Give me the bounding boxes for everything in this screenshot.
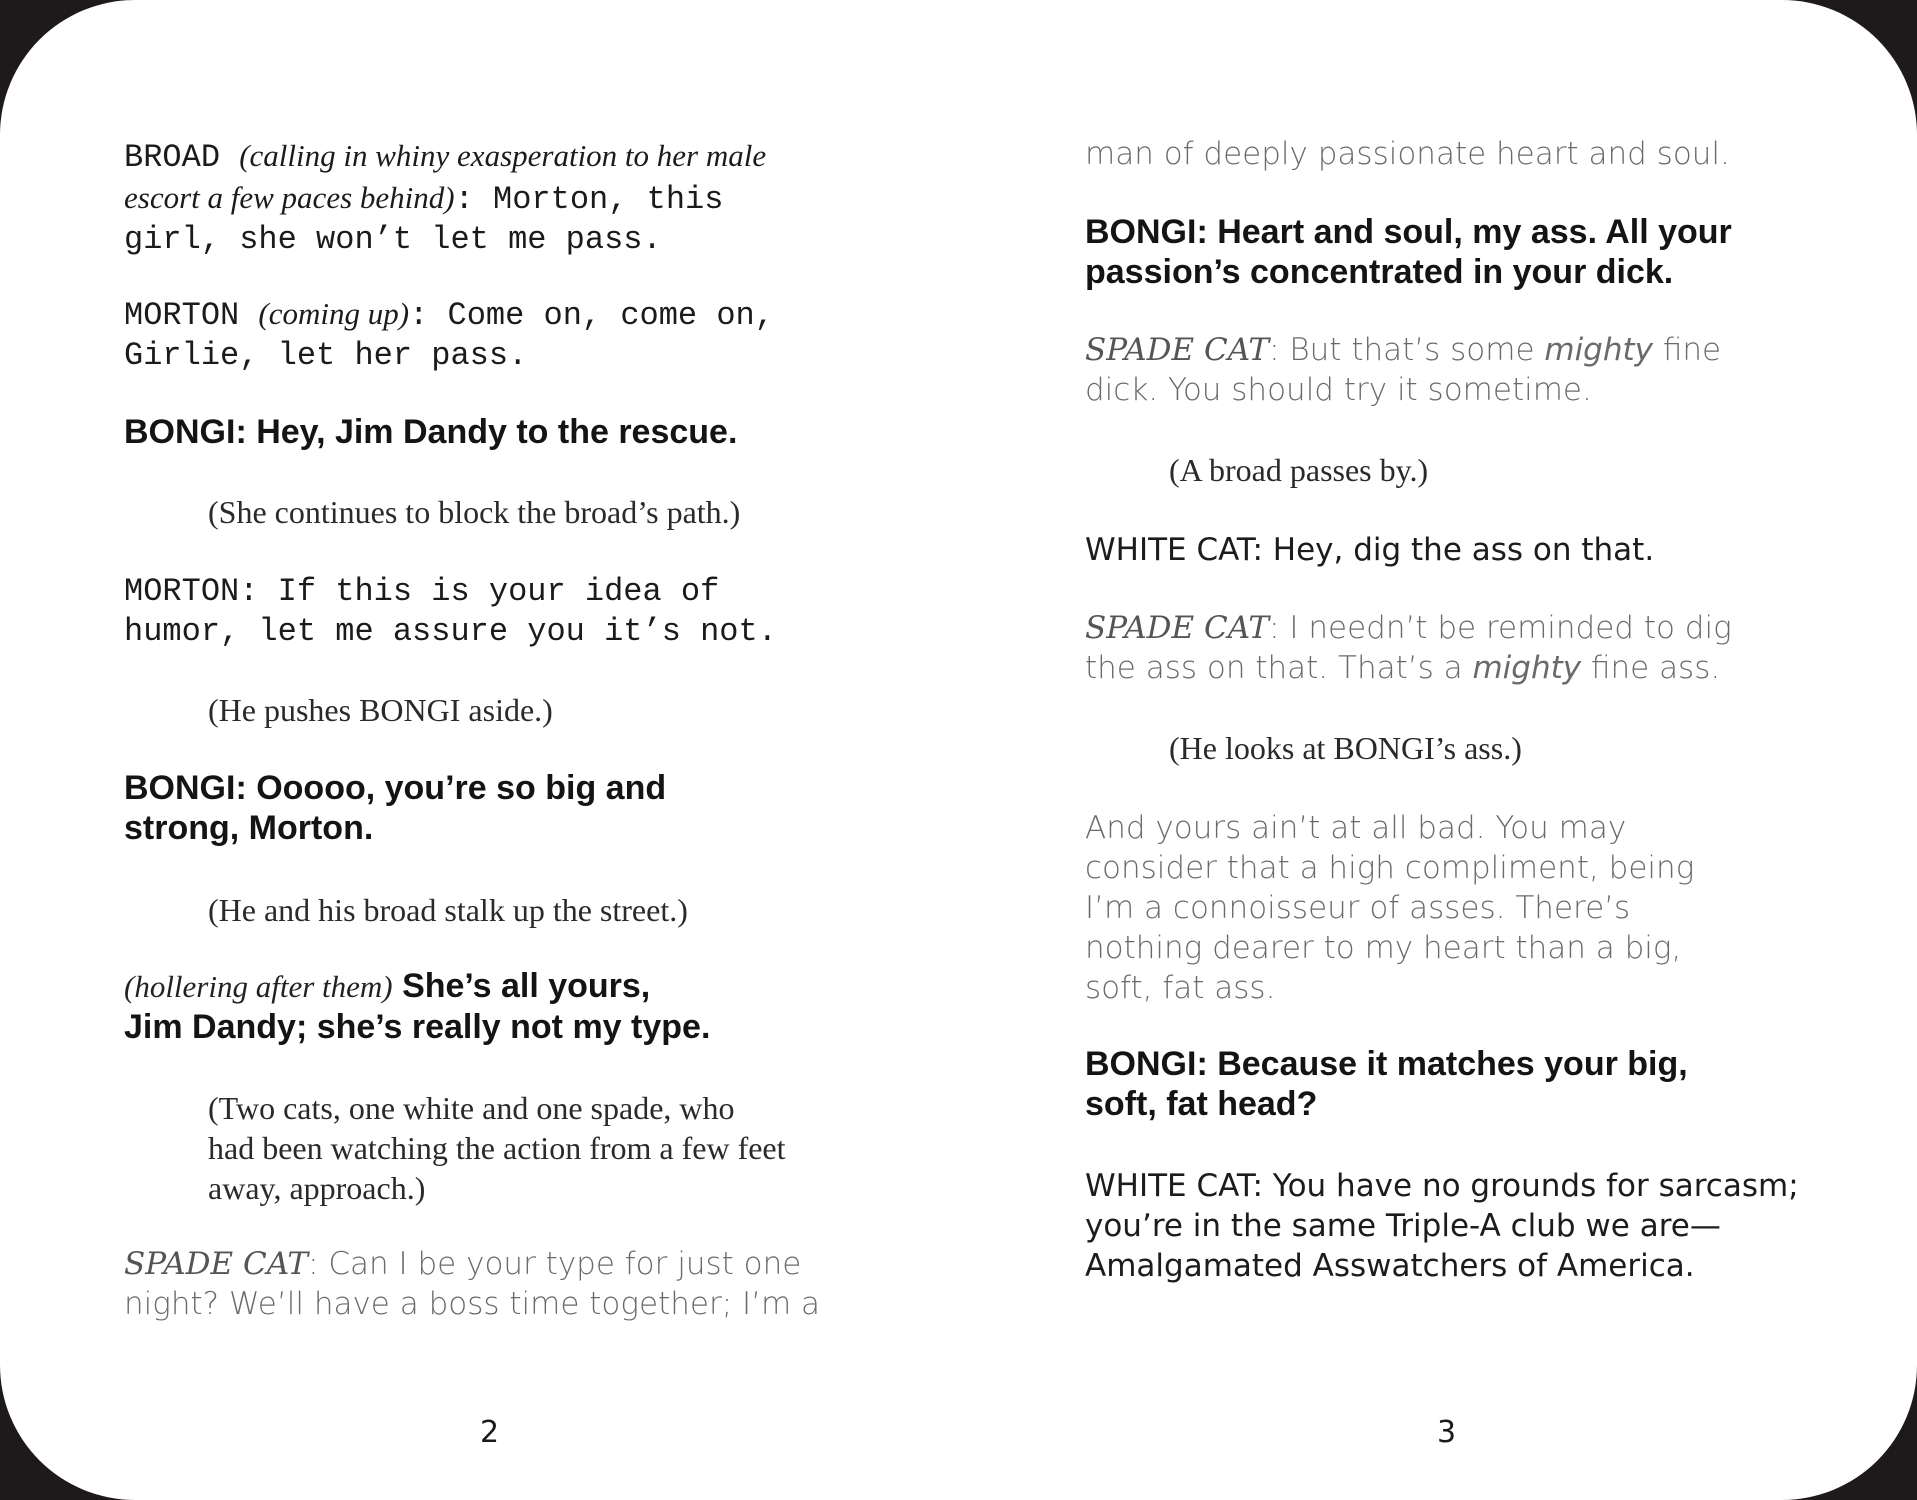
spade-cat-dialogue xyxy=(1085,330,1721,410)
spade-cat-dialogue xyxy=(1085,608,1732,688)
stage-direction: (He pushes BONGI aside.) xyxy=(208,692,553,728)
bongi-dialogue xyxy=(124,768,666,848)
bongi-dialogue: BONGI: Hey, Jim Dandy to the rescue. xyxy=(124,413,738,451)
bongi-dialogue xyxy=(1085,1044,1688,1124)
morton-dialogue xyxy=(124,294,774,376)
dialogue-line: BONGI: Ooooo, you’re so big and xyxy=(124,769,667,807)
dialogue-line: Amalgamated Asswatchers of America. xyxy=(1085,1248,1695,1284)
dialogue-line: humor, let me assure you it’s not. xyxy=(124,613,777,650)
broad-dialogue xyxy=(124,136,766,260)
dialogue-text: : But that’s some xyxy=(1269,332,1545,368)
stage-line: (Two cats, one white and one spade, who xyxy=(208,1090,735,1126)
dialogue-line: MORTON: If this is your idea of xyxy=(124,573,720,610)
dialogue-line: She’s all yours, xyxy=(392,967,651,1005)
stage-direction-inline: escort a few paces behind) xyxy=(124,180,455,215)
dialogue-line: girl, she won’t let me pass. xyxy=(124,221,662,258)
stage-direction: (He and his broad stalk up the street.) xyxy=(208,892,688,928)
dialogue-line: WHITE CAT: You have no grounds for sarcasm; xyxy=(1085,1168,1799,1204)
emphasis-text: mighty xyxy=(1544,332,1654,368)
dialogue-line: BONGI: Heart and soul, my ass. All your xyxy=(1085,213,1732,251)
emphasis-text: mighty xyxy=(1472,650,1582,686)
dialogue-line: BONGI: Because it matches your big, xyxy=(1085,1045,1688,1083)
white-cat-dialogue: WHITE CAT: Hey, dig the ass on that. xyxy=(1085,532,1655,568)
page-number-right: 3 xyxy=(1437,1415,1457,1450)
dialogue-line: consider that a high compliment, being xyxy=(1085,850,1695,886)
dialogue-line: And yours ain’t at all bad. You may xyxy=(1085,810,1627,846)
bongi-dialogue xyxy=(124,966,710,1047)
dialogue-line: I’m a connoisseur of asses. There’s xyxy=(1085,890,1631,926)
dialogue-line: soft, fat ass. xyxy=(1085,970,1276,1006)
white-cat-dialogue xyxy=(1085,1166,1799,1286)
stage-direction-inline: (calling in whiny exasperation to her male xyxy=(239,138,767,173)
dialogue-line: Jim Dandy; she’s really not my type. xyxy=(124,1008,711,1046)
stage-direction xyxy=(208,1088,786,1208)
stage-direction: (She continues to block the broad’s path.) xyxy=(208,494,741,530)
dialogue-line: dick. You should try it sometime. xyxy=(1085,372,1592,408)
stage-direction: (A broad passes by.) xyxy=(1169,452,1429,488)
speaker-spade-cat: SPADE CAT xyxy=(1085,610,1270,646)
stage-direction-inline: (hollering after them) xyxy=(124,969,393,1004)
spade-cat-dialogue xyxy=(1085,808,1694,1008)
bongi-dialogue xyxy=(1085,212,1732,292)
dialogue-line: : I needn’t be reminded to dig xyxy=(1269,610,1732,646)
dialogue-line: : Come on, come on, xyxy=(409,297,774,334)
dialogue-line: : Can I be your type for just one xyxy=(308,1246,802,1282)
morton-dialogue xyxy=(124,572,777,652)
dialogue-text: fine ass. xyxy=(1581,650,1721,686)
stage-line: had been watching the action from a few feet xyxy=(208,1130,786,1166)
stage-direction-inline: (coming up) xyxy=(258,296,410,331)
stage-line: away, approach.) xyxy=(208,1170,426,1206)
page-number-left: 2 xyxy=(480,1415,500,1450)
dialogue-line: night? We’ll have a boss time together; I’m a xyxy=(124,1286,821,1322)
dialogue-line: Girlie, let her pass. xyxy=(124,337,528,374)
dialogue-line: nothing dearer to my heart than a big, xyxy=(1085,930,1682,966)
dialogue-line: soft, fat head? xyxy=(1085,1085,1318,1123)
dialogue-line: you’re in the same Triple-A club we are— xyxy=(1085,1208,1721,1244)
dialogue-line: strong, Morton. xyxy=(124,809,374,847)
dialogue-line: : Morton, this xyxy=(454,181,724,218)
dialogue-line: passion’s concentrated in your dick. xyxy=(1085,253,1674,291)
speaker-broad: BROAD xyxy=(124,139,221,176)
spade-cat-continued: man of deeply passionate heart and soul. xyxy=(1085,136,1730,172)
dialogue-text: the ass on that. That’s a xyxy=(1085,650,1473,686)
dialogue-text: fine xyxy=(1653,332,1722,368)
speaker-spade-cat: SPADE CAT xyxy=(1085,332,1270,368)
stage-direction: (He looks at BONGI’s ass.) xyxy=(1169,730,1522,766)
speaker-spade-cat: SPADE CAT xyxy=(124,1246,309,1282)
spade-cat-dialogue xyxy=(124,1244,820,1324)
speaker-morton: MORTON xyxy=(124,297,240,334)
